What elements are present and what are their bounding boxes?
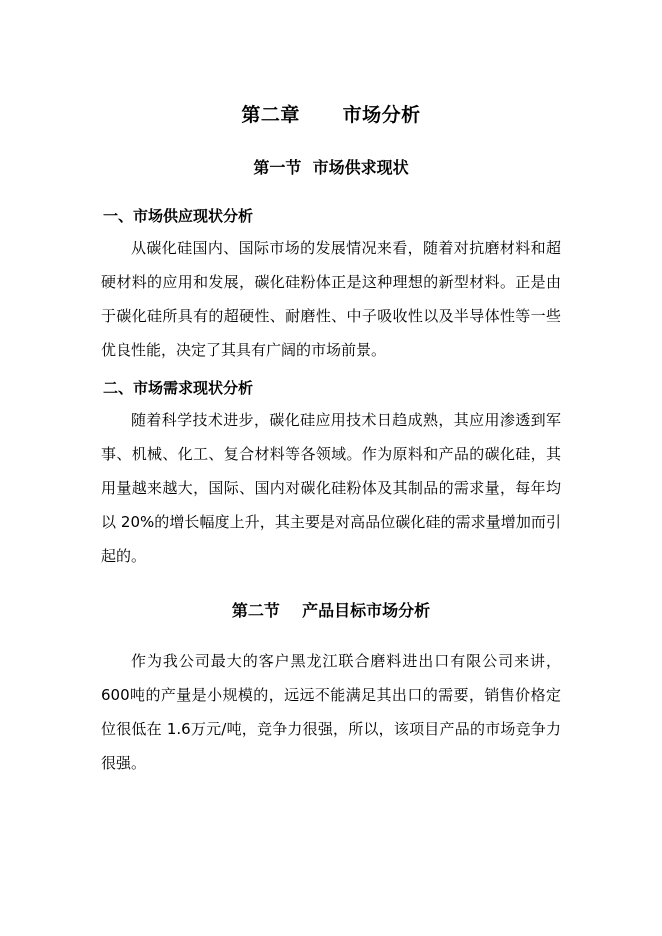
section-title-target-market: 第二节 产品目标市场分析: [231, 601, 431, 620]
chapter-title: 第二章 市场分析: [241, 104, 421, 126]
demand-paragraph: 随着科学技术进步，碳化硅应用技术日趋成熟，其应用渗透到军事、机械、化工、复合材料等各领域。作为原料和产品的碳化硅，其用量越来越大，国际、国内对碳化硅粉体及其制品的需求量，每年均以 20%的增长幅度上升，其主要是对高品位碳化硅的需求量增加而引起的。: [101, 411, 561, 565]
supply-paragraph: 从碳化硅国内、国际市场的发展情况来看，随着对抗磨材料和超硬材料的应用和发展，碳化硅粉体正是这种理想的新型材料。正是由于碳化硅所具有的超硬性、耐磨性、中子吸收性以及半导体性等一些优良性能，决定了其具有广阔的市场前景。: [101, 239, 561, 359]
supply-heading: 一、市场供应现状分析: [103, 207, 254, 225]
section-title-supply-demand: 第一节 市场供求现状: [253, 158, 409, 177]
demand-heading: 二、市场需求现状分析: [103, 379, 254, 397]
target-market-paragraph: 作为我公司最大的客户黑龙江联合磨料进出口有限公司来讲，600吨的产量是小规模的，远远不能满足其出口的需要，销售价格定位很低在 1.6万元/吨，竞争力很强，所以，该项目产品的市场竞争力很强。: [101, 652, 561, 772]
